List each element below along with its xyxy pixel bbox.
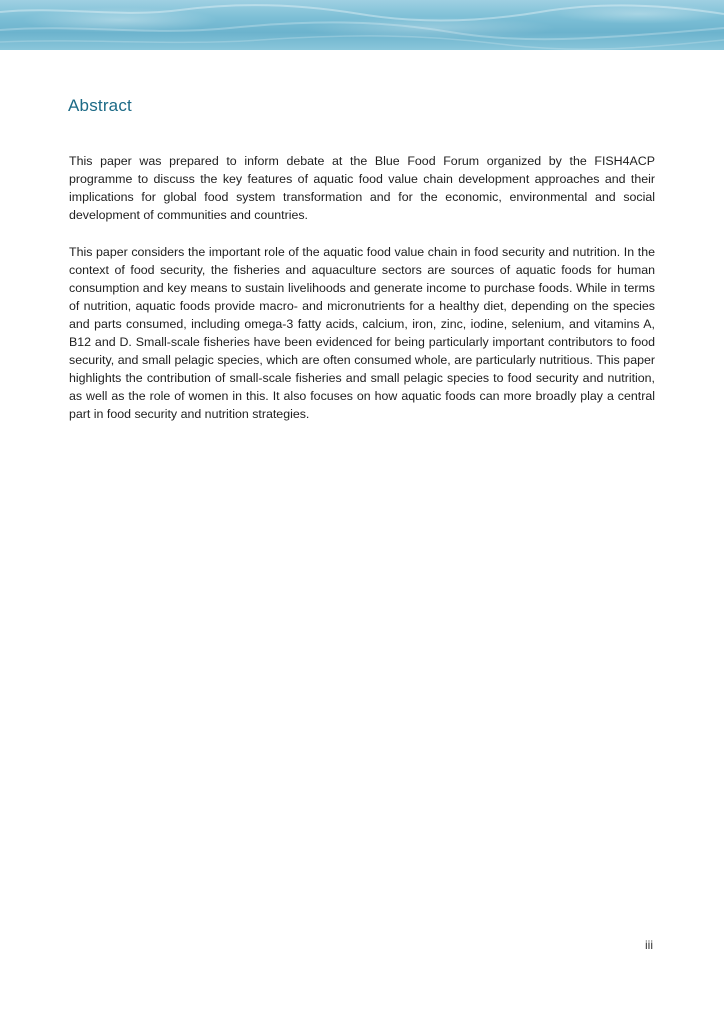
- abstract-heading: Abstract: [68, 96, 132, 115]
- page-number: iii: [645, 938, 653, 952]
- abstract-paragraph-2: This paper considers the important role of the aquatic food value chain in food security and nutrition. In the context of food security, the fisheries and aquaculture sectors are sources of aquatic foods for human consumption and key means to sustain livelihoods and generate income to purchase foods. While in terms of nutrition, aquatic foods provide macro- and micronutrients for a healthy diet, depending on the species and parts consumed, including omega-3 fatty acids, calcium, iron, zinc, iodine, selenium, and vitamins A, B12 and D. Small-scale fisheries have been evidenced for being particularly important contributors to food security, and small pelagic species, which are often consumed whole, are particularly nutritious. This paper highlights the contribution of small-scale fisheries and small pelagic species to food security and nutrition, as well as the role of women in this. It also focuses on how aquatic foods can more broadly play a central part in food security and nutrition strategies.: [69, 245, 655, 421]
- header-water-banner: [0, 0, 724, 50]
- water-texture-graphic: [0, 0, 724, 50]
- abstract-paragraph-1: This paper was prepared to inform debate at the Blue Food Forum organized by the FISH4ACP programme to discuss the key features of aquatic food value chain development approaches and their implications for global food system transformation and for the economic, environmental and social development of communities and countries.: [69, 154, 655, 222]
